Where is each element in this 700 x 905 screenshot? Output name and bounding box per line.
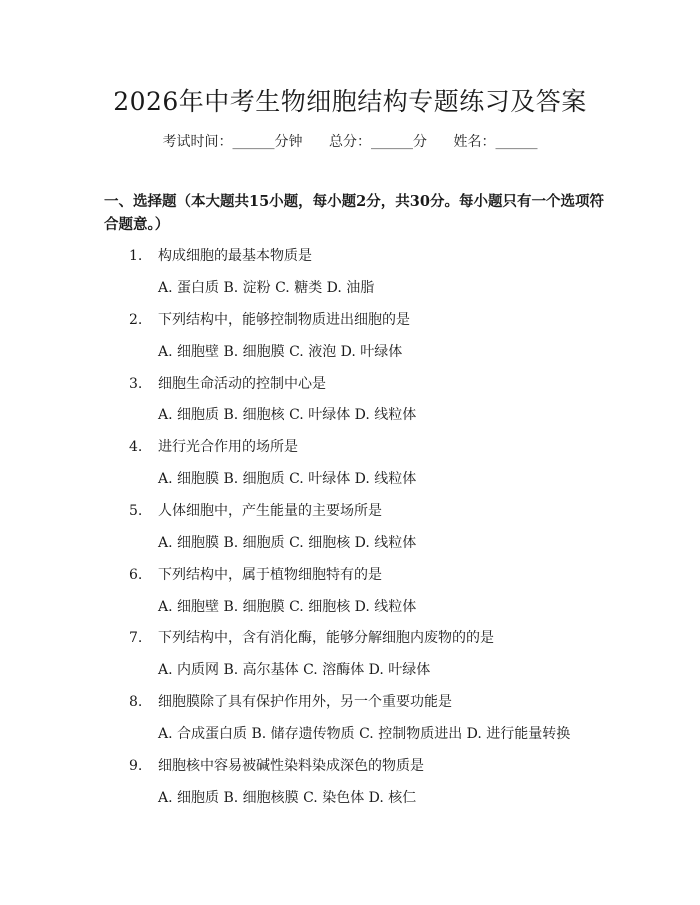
question-number: 3. (129, 376, 143, 392)
question-number: 4. (129, 439, 143, 455)
question-item (129, 245, 312, 265)
question-text: 细胞核中容易被碱性染料染成深色的物质是 (158, 758, 424, 774)
question-number: 6. (129, 567, 143, 583)
document-title: 2026年中考生物细胞结构专题练习及答案 (113, 87, 587, 116)
question-options: A. 蛋白质 B. 淀粉 C. 糖类 D. 油脂 (158, 280, 375, 296)
question-item (129, 691, 452, 711)
question-number: 2. (129, 312, 143, 328)
question-options: A. 细胞膜 B. 细胞质 C. 细胞核 D. 线粒体 (158, 535, 417, 551)
question-item (129, 564, 382, 584)
question-text: 下列结构中，能够控制物质进出细胞的是 (158, 312, 410, 328)
question-text: 进行光合作用的场所是 (158, 439, 298, 455)
question-text: 细胞生命活动的控制中心是 (158, 376, 326, 392)
question-options: A. 内质网 B. 高尔基体 C. 溶酶体 D. 叶绿体 (158, 662, 431, 678)
question-options: A. 细胞质 B. 细胞核膜 C. 染色体 D. 核仁 (158, 790, 417, 806)
question-item (129, 373, 326, 393)
question-options: A. 细胞壁 B. 细胞膜 C. 细胞核 D. 线粒体 (158, 599, 417, 615)
question-text: 下列结构中，含有消化酶，能够分解细胞内废物的的是 (158, 630, 494, 646)
total-score-field: 总分：______分 (329, 134, 427, 150)
question-number: 7. (129, 630, 143, 646)
question-text: 人体细胞中，产生能量的主要场所是 (158, 503, 382, 519)
question-options: A. 合成蛋白质 B. 储存遗传物质 C. 控制物质进出 D. 进行能量转换 (158, 726, 571, 742)
question-item (129, 309, 410, 329)
question-item (129, 627, 494, 647)
exam-time-field: 考试时间：______分钟 (162, 134, 303, 150)
question-options: A. 细胞膜 B. 细胞质 C. 叶绿体 D. 线粒体 (158, 471, 417, 487)
question-number: 9. (129, 758, 143, 774)
question-item (129, 755, 424, 775)
question-item (129, 500, 382, 520)
question-options: A. 细胞质 B. 细胞核 C. 叶绿体 D. 线粒体 (158, 407, 417, 423)
question-number: 8. (129, 694, 143, 710)
exam-info-line (0, 131, 700, 151)
question-text: 下列结构中，属于植物细胞特有的是 (158, 567, 382, 583)
question-item (129, 436, 298, 456)
question-text: 细胞膜除了具有保护作用外，另一个重要功能是 (158, 694, 452, 710)
section-heading: 一、选择题（本大题共15小题，每小题2分，共30分。每小题只有一个选项符合题意。） (104, 193, 604, 233)
question-options: A. 细胞壁 B. 细胞膜 C. 液泡 D. 叶绿体 (158, 344, 403, 360)
question-number: 1. (129, 248, 143, 264)
question-number: 5. (129, 503, 143, 519)
question-text: 构成细胞的最基本物质是 (158, 248, 312, 264)
student-name-field: 姓名：______ (453, 134, 538, 150)
